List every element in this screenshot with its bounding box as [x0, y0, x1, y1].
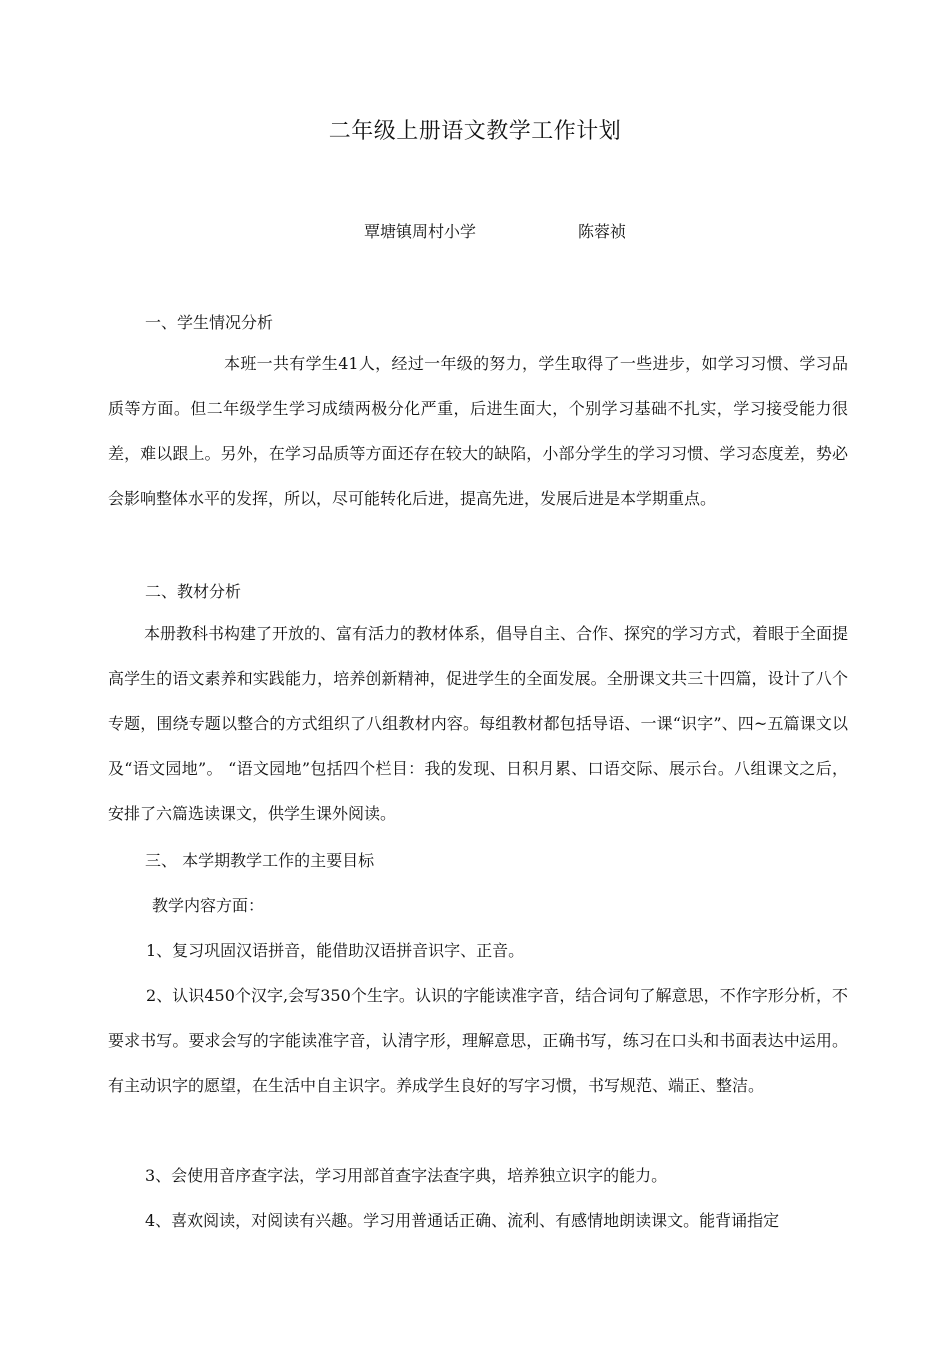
goal-item-1: 1、复习巩固汉语拼音，能借助汉语拼音识字、正音。	[146, 941, 525, 960]
section3-heading: 三、 本学期教学工作的主要目标	[145, 851, 375, 870]
section1-paragraph: 本班一共有学生41人，经过一年级的努力，学生取得了一些进步，如学习习惯、学习品质等方面。但二年级学生学习成绩两极分化严重，后进生面大，个别学习基础不扎实，学习接受能力很差，难以跟上。另外，在学习品质等方面还存在较大的缺陷，小部分学生的学习习惯、学习态度差，势必会影响整体水平的发挥，所以，尽可能转化后进，提高先进，发展后进是本学期重点。	[108, 354, 848, 508]
goal-item-4: 4、喜欢阅读，对阅读有兴趣。学习用普通话正确、流利、有感情地朗读课文。能背诵指定	[145, 1211, 780, 1230]
section2-heading: 二、教材分析	[145, 582, 242, 601]
author-name: 陈蓉祯	[578, 222, 627, 241]
goal-item-2: 2、认识450个汉字,会写350个生字。认识的字能读准字音，结合词句了解意思，不作字形分析，不要求书写。要求会写的字能读准字音，认清字形，理解意思，正确书写，练习在口头和书面表达中运用。有主动识字的愿望，在生活中自主识字。养成学生良好的写字习惯，书写规范、端正、整洁。	[108, 986, 848, 1095]
school-name: 覃塘镇周村小学	[364, 222, 477, 241]
goal-item-2-body	[108, 973, 848, 1108]
goal-item-3: 3、会使用音序查字法，学习用部首查字法查字典，培养独立识字的能力。	[145, 1166, 668, 1185]
section1-heading: 一、学生情况分析	[145, 313, 274, 332]
section2-body	[108, 611, 848, 836]
section2-paragraph: 本册教科书构建了开放的、富有活力的教材体系，倡导自主、合作、探究的学习方式，着眼于全面提高学生的语文素养和实践能力，培养创新精神，促进学生的全面发展。全册课文共三十四篇，设计了八个专题，围绕专题以整合的方式组织了八组教材内容。每组教材都包括导语、一课“识字”、四~五篇课文以及“语文园地”。 “语文园地”包括四个栏目：我的发现、日积月累、口语交际、展示台。八组课文之后，安排了六篇选读课文，供学生课外阅读。	[108, 624, 849, 823]
document-title: 二年级上册语文教学工作计划	[328, 119, 622, 144]
section1-body	[108, 341, 848, 521]
section3-subheading: 教学内容方面：	[152, 896, 265, 915]
